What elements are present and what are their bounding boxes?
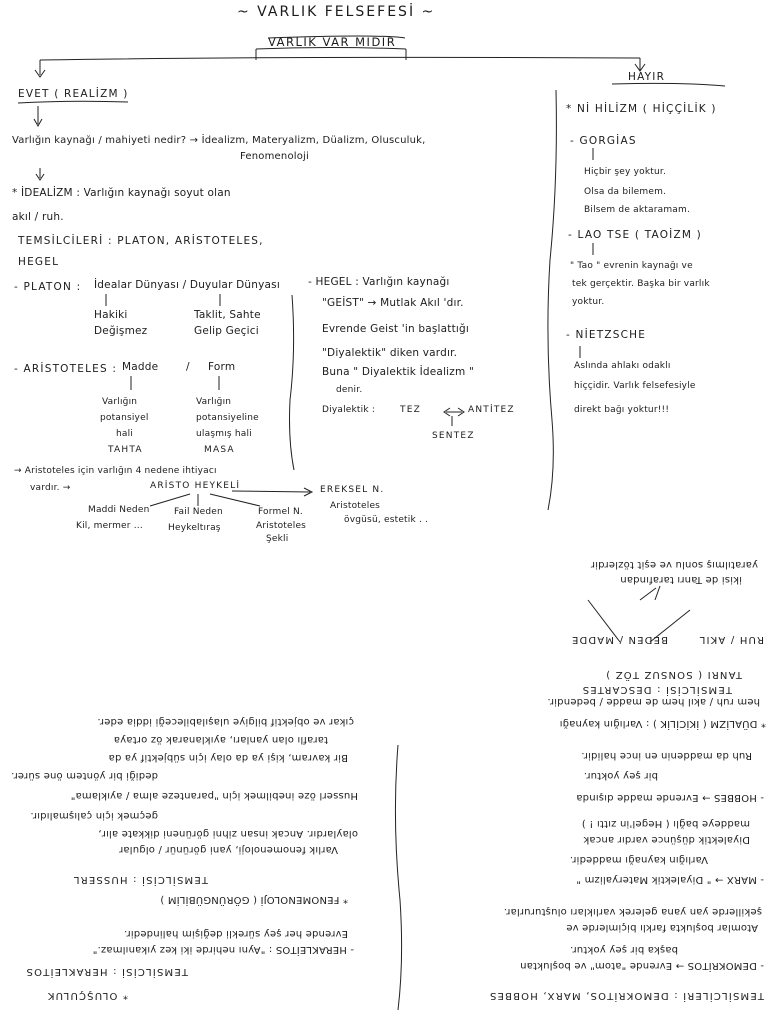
hegel-buna: Buna " Diyalektik İdealizm " bbox=[322, 366, 475, 378]
lao-3: yoktur. bbox=[572, 297, 605, 307]
maddi-neden: Maddi Neden bbox=[88, 505, 150, 515]
herak-temsilci: TEMSİLCİSİ : HERAKLEİTOS bbox=[25, 966, 188, 977]
marx-3: Diyalektik düşünce vardır ancak bbox=[583, 834, 750, 845]
idealizm-heading: * İDEALİZM : Varlığın kaynağı soyut olan bbox=[12, 187, 231, 199]
herak-2: Evrende her şey sürekli değişim halindedir. bbox=[123, 928, 348, 939]
fenomenoloji-temsilci: TEMSİLCİSİ : HUSSERL bbox=[72, 874, 208, 885]
marx-4: maddeye bağlı ( Hegel'in zıttı ! ) bbox=[581, 818, 750, 829]
hayir-heading: HAYIR bbox=[628, 71, 666, 83]
ruh-akil: RUH / AKIL bbox=[698, 634, 764, 645]
gorgias-3: Bilsem de aktaramam. bbox=[584, 205, 691, 215]
diyalektik-label: Diyalektik : bbox=[322, 405, 376, 415]
maddi-ornek: Kil, mermer ... bbox=[76, 521, 143, 531]
dort-neden-text: → Aristoteles için varlığın 4 nedene ihtiyacı bbox=[14, 466, 217, 476]
fen-10: çıkar ve objektif bilgiye ulaşılabileceği iddia eder. bbox=[97, 716, 354, 727]
fen-7: dediği bir yöntem öne sürer. bbox=[10, 770, 158, 781]
nietzsche-label: - NİETZSCHE bbox=[566, 329, 647, 341]
fen-9: taraflı olan yanları, ayıklanarak öz ortaya bbox=[113, 734, 328, 745]
fail-ornek: Heykeltıraş bbox=[168, 523, 221, 533]
fen-3: Varlık fenomenoloji, yani görünür / olgular bbox=[118, 844, 338, 855]
nietzsche-3: direkt bağı yoktur!!! bbox=[574, 405, 670, 415]
dualizm-def: hem ruh / akıl hem de madde / bedendir. bbox=[547, 696, 760, 707]
demok-1: - DEMOKRİTOS → Evrende "atom" ve boşluktan bbox=[519, 960, 764, 971]
form-line-1: Varlığın bbox=[196, 397, 232, 407]
upside-down-notes bbox=[0, 545, 768, 1024]
demok-2: başka bir şey yoktur. bbox=[569, 944, 678, 955]
marx-2: Varlığın kaynağı maddedir. bbox=[569, 854, 708, 865]
form-line-2: potansiyeline bbox=[196, 413, 259, 423]
ereksel-ovgu: övgüsü, estetik . . bbox=[344, 515, 429, 525]
madde-line-2: potansiyel bbox=[100, 413, 149, 423]
mahiyet-question: Varlığın kaynağı / mahiyeti nedir? → İdealizm, Materyalizm, Düalizm, Olusculuk, bbox=[12, 135, 426, 146]
idealizm-temsilciler: TEMSİLCİLERİ : PLATON, ARİSTOTELES, bbox=[18, 235, 264, 247]
hobbes-3: Ruh da maddenin en ince halidir. bbox=[581, 750, 752, 761]
evet-heading: EVET ( REALİZM ) bbox=[18, 88, 129, 100]
formel-aristo: Aristoteles bbox=[256, 521, 307, 531]
hegel-name: HEGEL bbox=[18, 256, 60, 268]
hakiki-text: Hakiki bbox=[94, 309, 128, 321]
form-line-3: ulaşmış hali bbox=[196, 429, 252, 439]
fen-4: olaylardır. Ancak insan zihni görüneni dikkate alır, bbox=[98, 828, 358, 839]
hobbes-2: bir şey yoktur. bbox=[583, 770, 658, 781]
madde-label: Madde bbox=[122, 361, 159, 373]
heykel-label: ARİSTO HEYKELİ bbox=[150, 481, 241, 491]
fenomenoloji-heading: * FENOMENOLOJİ ( GÖRÜNGÜBİLİM ) bbox=[160, 894, 348, 905]
hegel-evren: Evrende Geist 'in başlattığı bbox=[322, 323, 470, 335]
form-label: Form bbox=[208, 361, 236, 373]
herak-1: - HERAKLEİTOS : "Aynı nehirde iki kez yıkanılmaz." bbox=[92, 944, 354, 955]
dualizm-desc-2: yaratılmış sonlu ve eşit tözlerdir bbox=[590, 559, 758, 570]
hegel-heading: - HEGEL : Varlığın kaynağı bbox=[308, 276, 450, 288]
demok-3: Atomlar boşlukta farklı biçimlerde ve bbox=[566, 922, 758, 933]
page-title: ~ VARLIK FELSEFESİ ~ bbox=[237, 4, 436, 20]
olusculuk-heading: * OLUŞÇULUK bbox=[46, 990, 128, 1001]
beden-madde: BEDEN / MADDE bbox=[570, 634, 668, 645]
dualizm-heading: * DÜALİZM ( İKİCİLİK ) : Varlığın kaynağı bbox=[559, 718, 766, 729]
tanri-sonsuz: TANRI ( SONSUZ TÖZ ) bbox=[605, 669, 742, 680]
lao-2: tek gerçektir. Başka bir varlık bbox=[572, 279, 710, 289]
lao-1: " Tao " evrenin kaynağı ve bbox=[570, 261, 693, 271]
formel-sekli: Şekli bbox=[266, 534, 289, 544]
masa-label: MASA bbox=[204, 445, 235, 455]
taklit-text: Taklit, Sahte bbox=[194, 309, 261, 321]
idealizm-text: akıl / ruh. bbox=[12, 211, 64, 223]
hegel-diyalektik: "Diyalektik" diken vardır. bbox=[322, 347, 458, 359]
platon-label: - PLATON : bbox=[14, 281, 82, 293]
madde-line-1: Varlığın bbox=[102, 397, 138, 407]
hobbes-1: - HOBBES → Evrende madde dışında bbox=[576, 792, 764, 803]
antitez-label: ANTİTEZ bbox=[468, 405, 515, 415]
descartes-temsilci: TEMSİLCİSİ : DESCARTES bbox=[581, 684, 732, 695]
dualizm-desc-1: ikisi de Tanrı tarafından bbox=[620, 574, 742, 585]
tahta-label: TAHTA bbox=[108, 445, 143, 455]
main-question: VARLIK VAR MIDIR bbox=[268, 35, 397, 49]
sentez-label: SENTEZ bbox=[432, 431, 475, 441]
fen-6: Husserl öze inebilmek için "paranteze alma / ayıklama" bbox=[70, 790, 358, 801]
materyalizm-temsilciler: TEMSİLCİLERİ : DEMOKRİTOS, MARX, HOBBES bbox=[488, 990, 764, 1001]
nihilizm-heading: * Nİ HİLİZM ( HİÇÇİLİK ) bbox=[566, 103, 717, 115]
tez-label: TEZ bbox=[400, 405, 421, 415]
aristo-label: - ARİSTOTELES : bbox=[14, 363, 118, 375]
vardir-text: vardır. → bbox=[30, 483, 71, 493]
gorgias-label: - GORGİAS bbox=[570, 135, 637, 147]
nietzsche-1: Aslında ahlakı odaklı bbox=[574, 361, 671, 371]
degismez-text: Değişmez bbox=[94, 325, 148, 337]
hegel-denir: denir. bbox=[336, 385, 363, 395]
fen-5: geçmek için çalışmalıdır. bbox=[30, 810, 158, 821]
gelip-text: Gelip Geçici bbox=[194, 325, 259, 337]
ereksel-aristo: Aristoteles bbox=[330, 501, 381, 511]
ereksel-label: EREKSEL N. bbox=[320, 485, 385, 495]
gorgias-2: Olsa da bilemem. bbox=[584, 187, 667, 197]
nietzsche-2: hiççidir. Varlık felsefesiyle bbox=[574, 381, 696, 391]
fen-8: Bir kavram, kişi ya da olay için sübjektif ya da bbox=[108, 752, 348, 763]
slash-label: / bbox=[186, 361, 190, 373]
marx-1: - MARX → " Diyalektik Materyalizm " bbox=[576, 874, 764, 885]
lao-tse-label: - LAO TSE ( TAOİZM ) bbox=[568, 229, 702, 241]
fail-neden: Fail Neden bbox=[174, 507, 223, 517]
ideler-dunyasi: İdealar Dünyası / Duyular Dünyası bbox=[94, 279, 280, 291]
gorgias-1: Hiçbir şey yoktur. bbox=[584, 167, 667, 177]
formel-neden: Formel N. bbox=[258, 507, 303, 517]
hegel-geist: "GEİST" → Mutlak Akıl 'dır. bbox=[322, 297, 464, 309]
demok-4: şekillerde yan yana gelerek varlıkları oluştururlar. bbox=[503, 906, 762, 917]
madde-line-3: hali bbox=[116, 429, 134, 439]
fenomenoloji-label: Fenomenoloji bbox=[240, 151, 310, 162]
